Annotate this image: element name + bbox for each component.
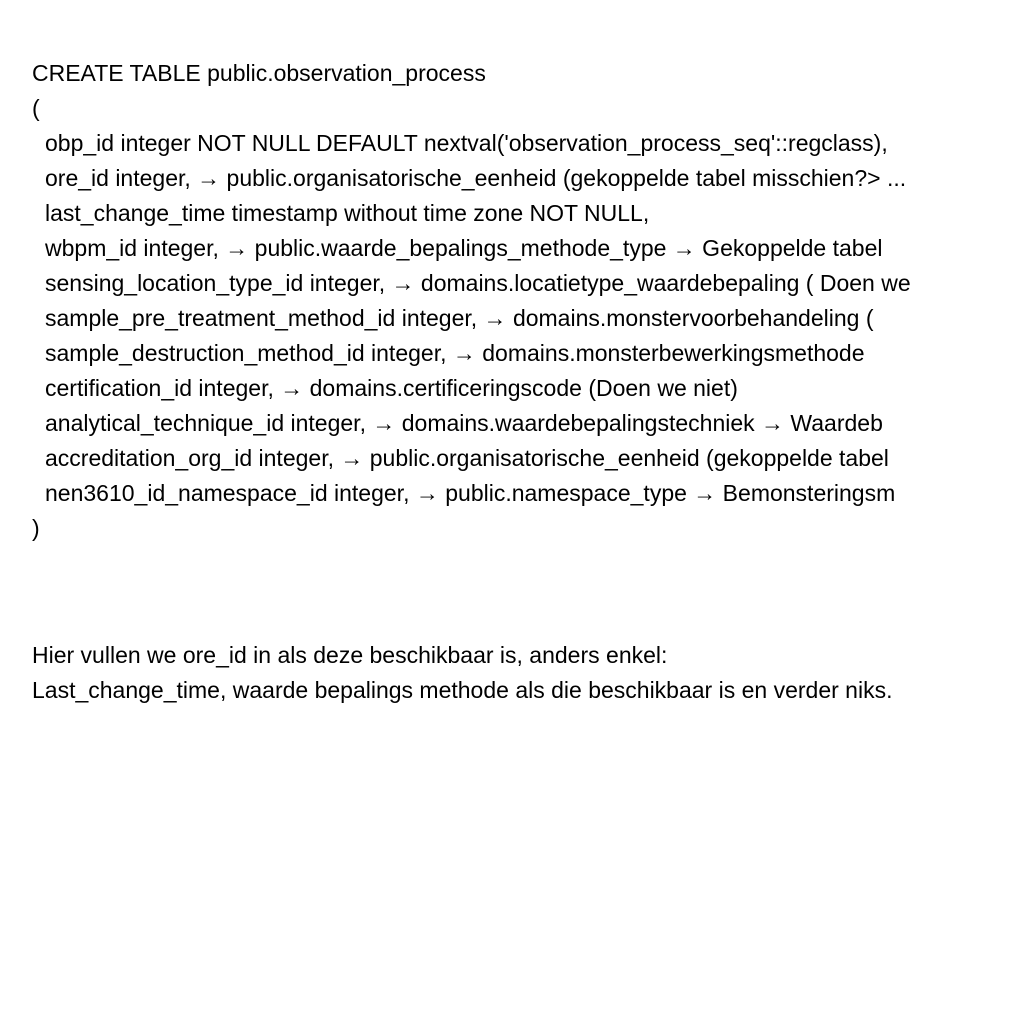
sql-column-line: certification_id integer, → domains.certificeringscode (Doen we niet) [45, 375, 738, 401]
sql-column-line: obp_id integer NOT NULL DEFAULT nextval('observation_process_seq'::regclass), [45, 130, 888, 156]
sql-column-line: sample_destruction_method_id integer, → domains.monsterbewerkingsmethode [45, 340, 865, 366]
note-line-2: Last_change_time, waarde bepalings methode als die beschikbaar is en verder niks. [32, 677, 893, 703]
sql-column-line: ore_id integer, → public.organisatorische_eenheid (gekoppelde tabel misschien?> ... [45, 165, 907, 191]
sql-column-line: nen3610_id_namespace_id integer, → public.namespace_type → Bemonsteringsm [45, 480, 896, 506]
sql-definition [32, 56, 1024, 546]
sql-column-line: sensing_location_type_id integer, → domains.locatietype_waardebepaling ( Doen we [45, 270, 911, 296]
sql-column-line: accreditation_org_id integer, → public.organisatorische_eenheid (gekoppelde tabel [45, 445, 889, 471]
sql-open-paren: ( [32, 95, 40, 121]
sql-column-line: wbpm_id integer, → public.waarde_bepalings_methode_type → Gekoppelde tabel [45, 235, 883, 261]
sql-column-line: sample_pre_treatment_method_id integer, → domains.monstervoorbehandeling ( [45, 305, 874, 331]
note-paragraph [32, 638, 1024, 708]
sql-close-paren: ) [32, 515, 40, 541]
note-line-1: Hier vullen we ore_id in als deze beschikbaar is, anders enkel: [32, 642, 668, 668]
sql-column-line: analytical_technique_id integer, → domains.waardebepalingstechniek → Waardeb [45, 410, 883, 436]
sql-create-statement: CREATE TABLE public.observation_process [32, 60, 486, 86]
sql-column-line: last_change_time timestamp without time zone NOT NULL, [45, 200, 650, 226]
